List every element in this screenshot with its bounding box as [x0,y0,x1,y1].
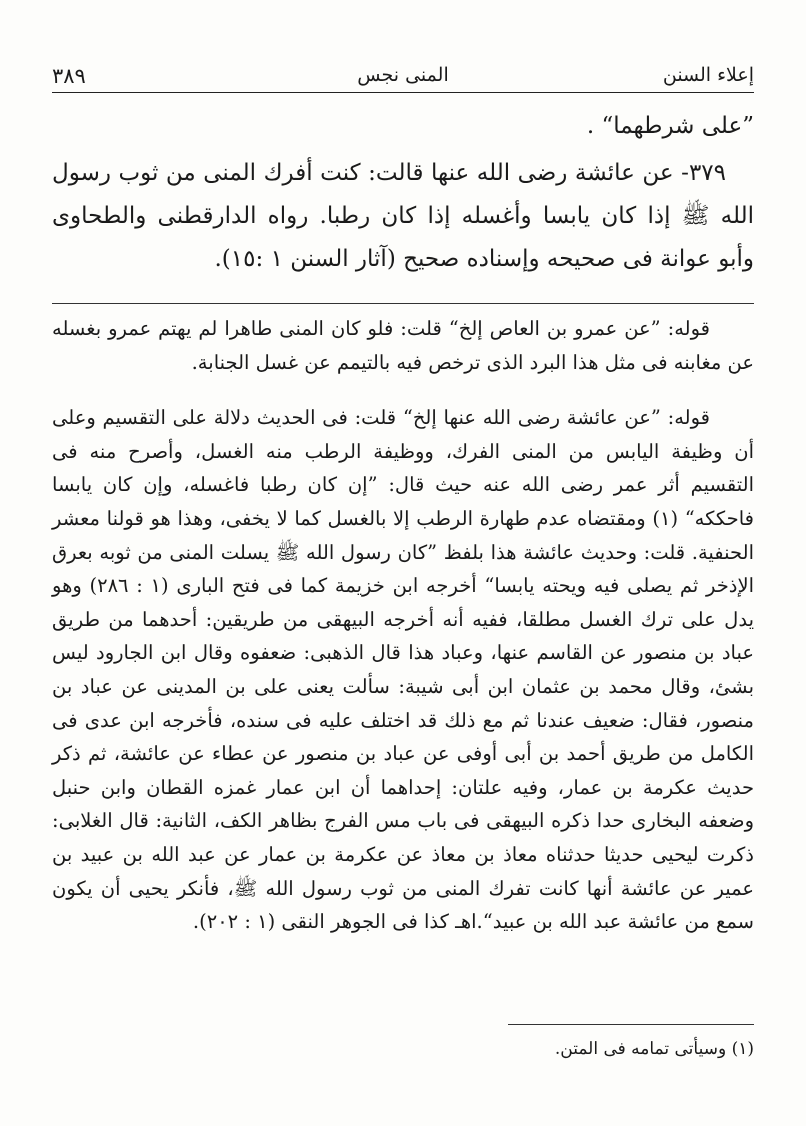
hadith-379: ٣٧٩- عن عائشة رضى الله عنها قالت: كنت أفرك المنى من ثوب رسول الله ﷺ إذا كان يابسا وأغسله إذا كان رطبا. رواه الدارقطنى والطحاوى وأبو عوانة فى صحيحه وإسناده صحيح (آثار السنن ١ :١٥). [52,160,754,272]
footnote-rule [508,1024,754,1025]
commentary-section [52,312,754,939]
previous-hadith-ending: ”على شرطهما“ . [586,113,754,139]
running-header [52,58,754,93]
commentary-paragraph: قوله: ”عن عمرو بن العاص إلخ“ قلت: فلو كان المنى طاهرا لم يهتم عمرو بغسله عن مغابنه فى مثل هذا البرد الذى ترخص فيه بالتيمم عن غسل الجنابة. [52,317,754,374]
main-text [52,105,754,281]
book-title: إعلاء السنن [662,64,754,86]
footnote: (١) وسيأتى تمامه فى المتن. [554,1039,754,1059]
section-divider [52,303,754,304]
chapter-topic: المنى نجس [357,64,449,86]
commentary-paragraph: قوله: ”عن عائشة رضى الله عنها إلخ“ قلت: فى الحديث دلالة على التقسيم وعلى أن وظيفة اليابس من المنى الفرك، ووظيفة الرطب منه الغسل، وأصرح منه فى التقسيم أثر عمر رضى الله عنه حيث قال: ”إن كان رطبا فاغسله، وإن كان يابسا فاحككه“ (١) ومقتضاه عدم طهارة الرطب إلا بالغسل كما لا يخفى، وهذا هو قولنا معشر الحنفية. قلت: وحديث عائشة هذا بلفظ ”كان رسول الله ﷺ يسلت المنى من ثوبه بعرق الإذخر ثم يصلى فيه ويحته يابسا“ أخرجه ابن خزيمة كما فى فتح البارى (١ : ٢٨٦) وهو يدل على ترك الغسل مطلقا، ففيه أنه أخرجه البيهقى من طريقين: أحدهما من طريق عباد بن منصور عن القاسم عنها، وعباد هذا قال الذهبى: ضعفوه وقال ابن الجارود ليس بشئ، وقال محمد بن عثمان ابن أبى شيبة: سألت يعنى على بن المدينى عن عباد بن منصور، فقال: ضعيف عندنا ثم مع ذلك قد اختلف عليه فى سنده، فأخرجه ابن عدى فى الكامل من طريق أحمد بن أبى أوفى عن عباد بن منصور عن عطاء عن عائشة، ثم ذكر حديث عكرمة بن عمار، وفيه علتان: إحداهما أن ابن عمار غمزه القطان وابن حنبل وضعفه البخارى حدا ذكره البيهقى فى باب مس الفرج بظاهر الكف، الثانية: قال الغلابى: ذكرت ليحيى حديثا حدثناه معاذ بن معاذ عن عكرمة بن عمار عن عبد الله بن عبيد بن عمير عن عائشة أنها كانت تفرك المنى من ثوب رسول الله ﷺ، فأنكر يحيى أن يكون سمع من عائشة عبد الله بن عبيد“.اهـ كذا فى الجوهر النقى (١ : ٢٠٢). [52,406,754,934]
page-number: ٣٨٩ [52,64,86,88]
